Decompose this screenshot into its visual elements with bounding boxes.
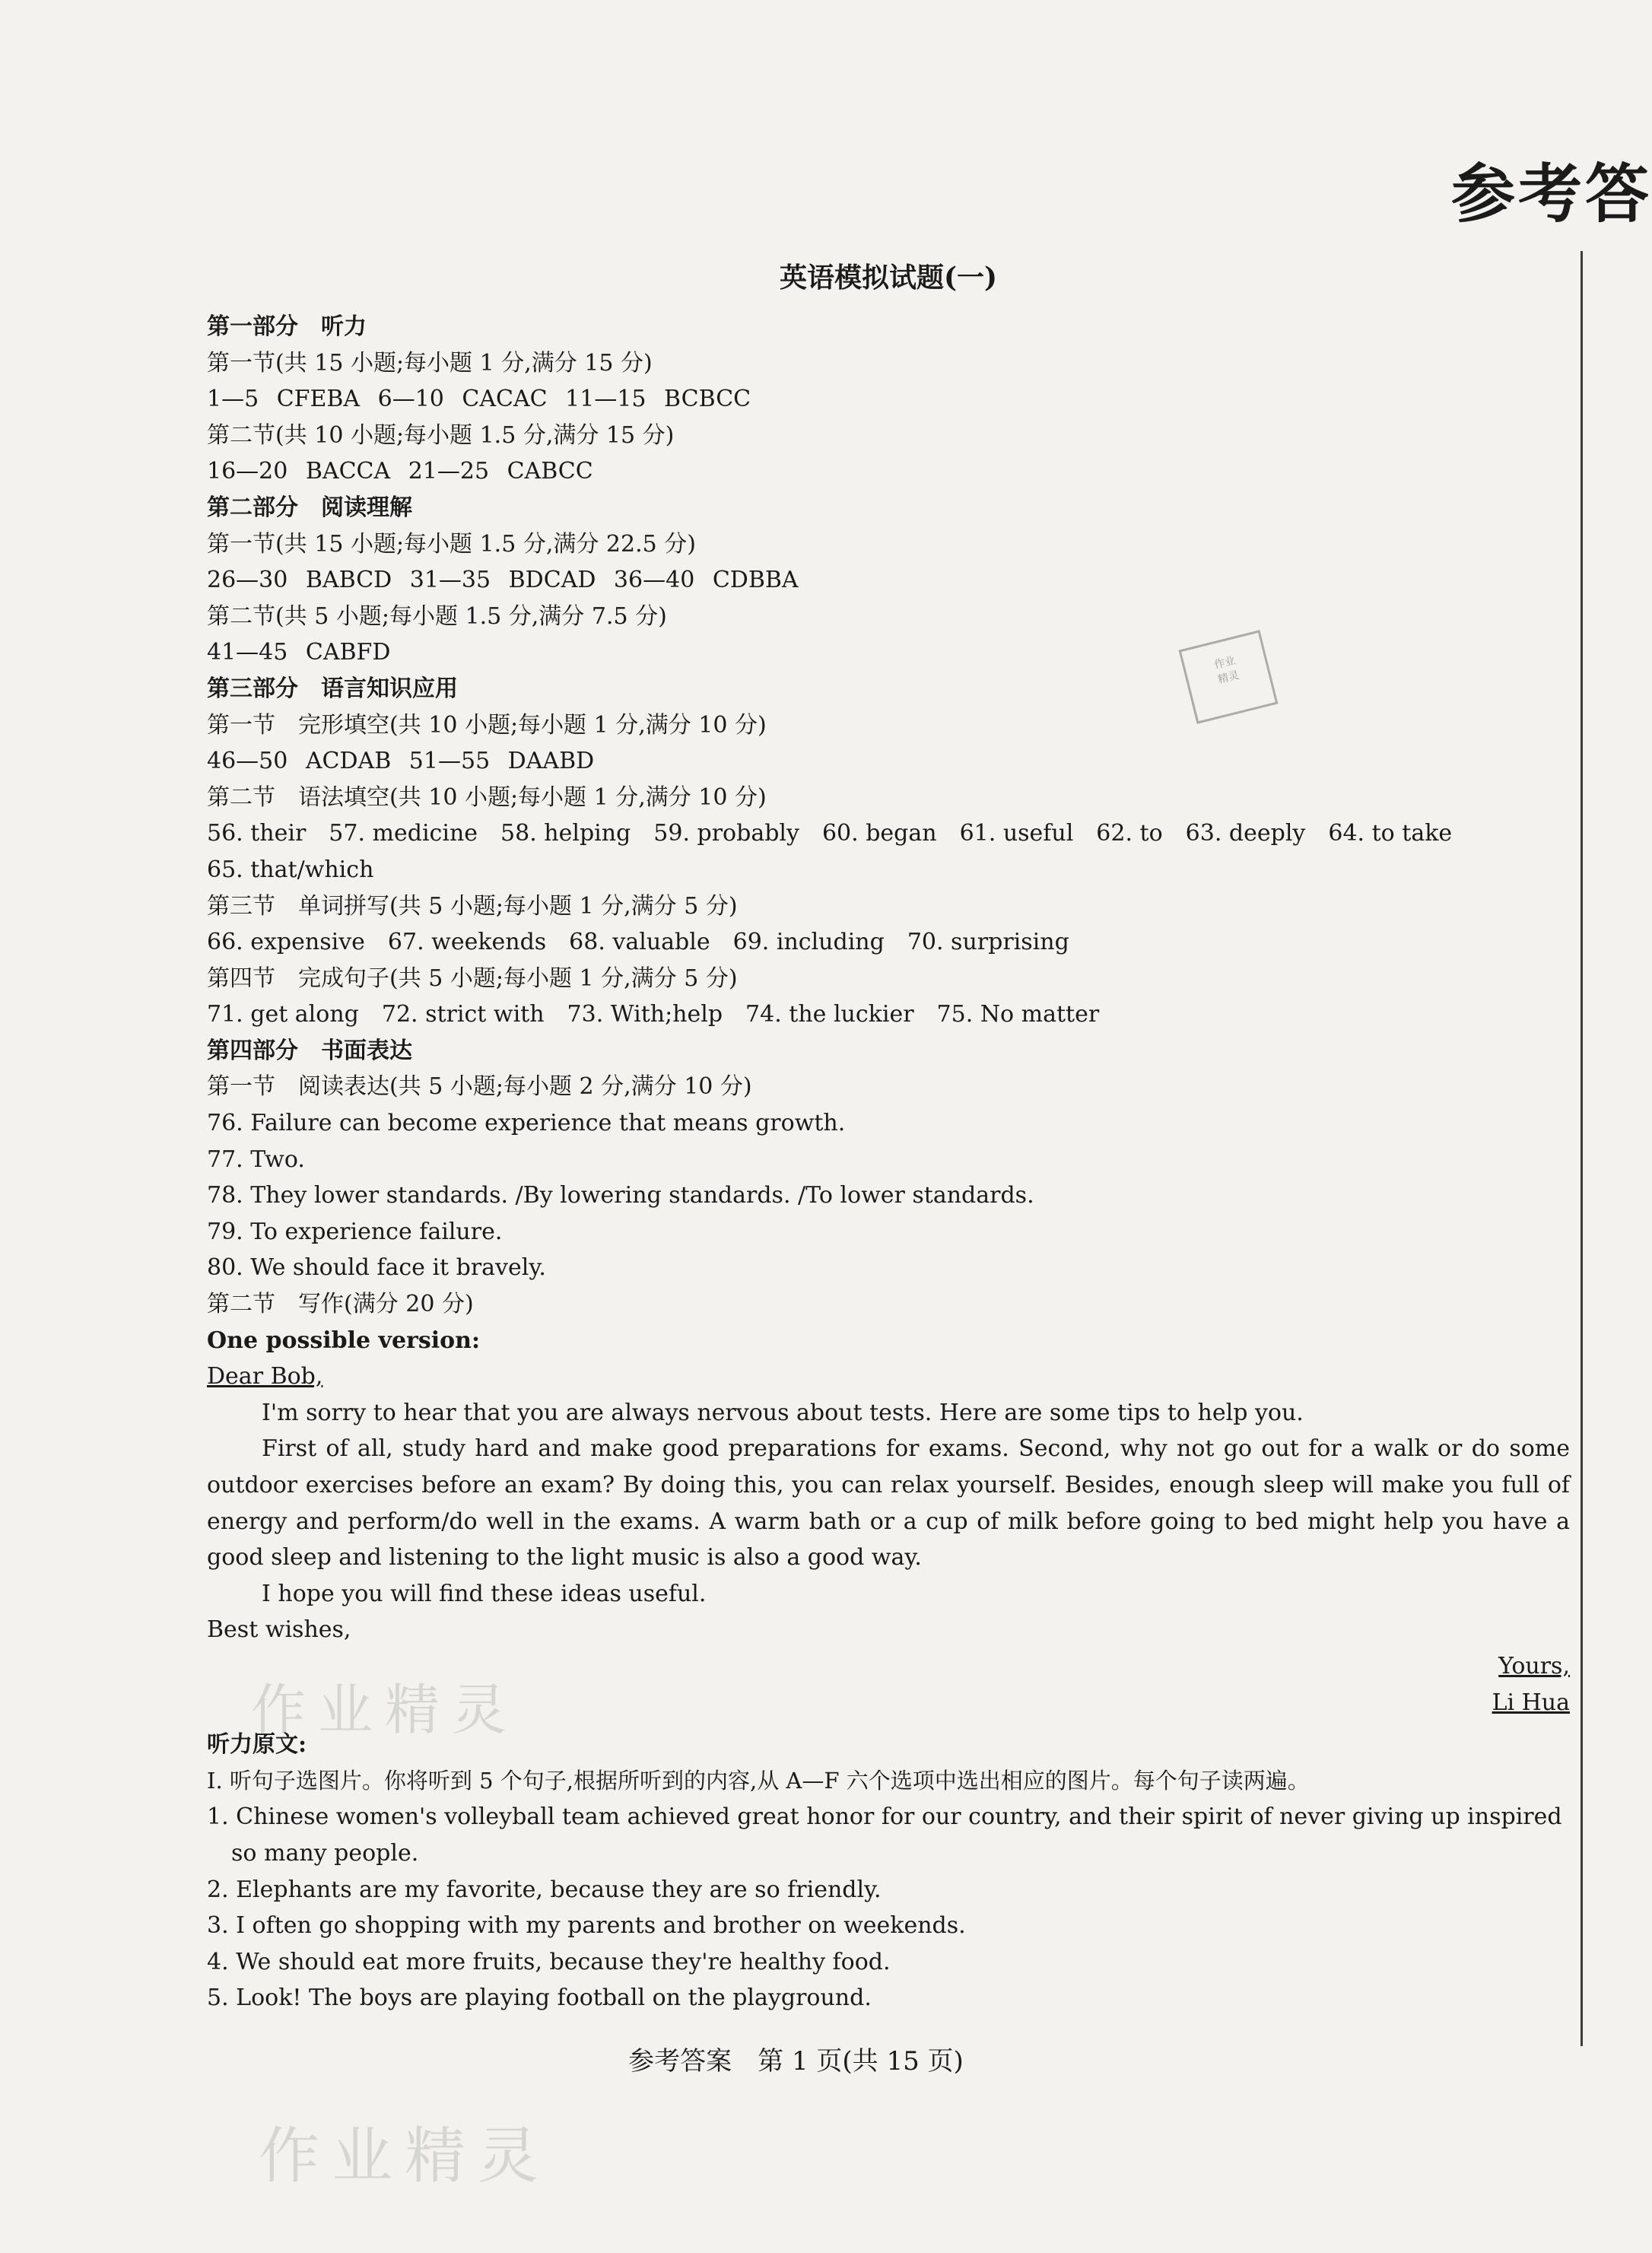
- listening-item-3: 3. I often go shopping with my parents and brother on weekends.: [207, 1912, 966, 1940]
- part1-sec2: 第二节(共 10 小题;每小题 1.5 分,满分 15 分): [207, 421, 675, 449]
- letter-paragraph-3: I hope you will find these ideas useful.: [262, 1580, 707, 1607]
- part3-sec1-answers: 46—50 ACDAB 51—55 DAABD: [207, 748, 595, 775]
- listening-item-4: 4. We should eat more fruits, because they're healthy food.: [207, 1948, 891, 1975]
- watermark-upper: 作业精灵: [251, 1678, 519, 1742]
- part2-heading: 第二部分 阅读理解: [207, 494, 412, 521]
- listening-heading: 听力原文:: [207, 1731, 307, 1759]
- answer-key-content: [207, 251, 1570, 2016]
- letter-sign-name-text: Li Hua: [1492, 1689, 1570, 1716]
- letter-greeting: Dear Bob,: [207, 1363, 323, 1390]
- part1-sec1-answers: 1—5 CFEBA 6—10 CACAC 11—15 BCBCC: [207, 386, 751, 413]
- letter-paragraph-2: First of all, study hard and make good preparations for exams. Second, why not go out for a walk or do some outdoor exercises before an exam? By doing this, you can relax yourself. Besides, enough sleep will make you full of energy and perform/do well in the exams. A warm bath or a cup of milk before going to bed might help you have a good sleep and listening to the light music is also a good way.: [207, 1435, 1570, 1571]
- part4-heading: 第四部分 书面表达: [207, 1037, 412, 1064]
- page-title: 英语模拟试题(一): [779, 262, 998, 294]
- part1-heading: 第一部分 听力: [207, 313, 367, 340]
- stamp-line-1: 作业: [1212, 654, 1237, 672]
- part4-answer-76: 76. Failure can become experience that means growth.: [207, 1110, 846, 1137]
- right-border-rule: [1581, 251, 1583, 2046]
- part3-sec2: 第二节 语法填空(共 10 小题;每小题 1 分,满分 10 分): [207, 783, 767, 811]
- letter-sign-yours-text: Yours,: [1498, 1652, 1570, 1679]
- part4-answer-78: 78. They lower standards. /By lowering standards. /To lower standards.: [207, 1182, 1034, 1209]
- part3-sec2-answers-line2: 65. that/which: [207, 856, 374, 883]
- letter-paragraph-1: I'm sorry to hear that you are always nervous about tests. Here are some tips to help you.: [262, 1399, 1304, 1426]
- version-label: One possible version:: [207, 1327, 481, 1354]
- letter-sign-yours: [207, 1648, 1570, 1685]
- part4-answer-80: 80. We should face it bravely.: [207, 1254, 546, 1282]
- stamp-line-2: 精灵: [1216, 669, 1241, 687]
- part4-sec2: 第二节 写作(满分 20 分): [207, 1291, 474, 1318]
- letter-closing: Best wishes,: [207, 1616, 351, 1644]
- part3-sec2-answers-line1: 56. their 57. medicine 58. helping 59. probably 60. began 61. useful 62. to 63. deeply 64. to take: [207, 820, 1453, 847]
- letter-sign-name: [207, 1685, 1570, 1721]
- part3-heading: 第三部分 语言知识应用: [207, 675, 458, 702]
- corner-title: 参考答: [1451, 156, 1652, 231]
- part1-sec1: 第一节(共 15 小题;每小题 1 分,满分 15 分): [207, 349, 653, 377]
- watermark-lower: 作业精灵: [259, 2121, 551, 2191]
- part2-sec1-answers: 26—30 BABCD 31—35 BDCAD 36—40 CDBBA: [207, 567, 799, 594]
- part2-sec2: 第二节(共 5 小题;每小题 1.5 分,满分 7.5 分): [207, 602, 667, 630]
- part3-sec4: 第四节 完成句子(共 5 小题;每小题 1 分,满分 5 分): [207, 964, 738, 992]
- part3-sec4-answers: 71. get along 72. strict with 73. With;help 74. the luckier 75. No matter: [207, 1001, 1100, 1028]
- part1-sec2-answers: 16—20 BACCA 21—25 CABCC: [207, 458, 593, 485]
- part2-sec2-answers: 41—45 CABFD: [207, 639, 391, 666]
- part3-sec1: 第一节 完形填空(共 10 小题;每小题 1 分,满分 10 分): [207, 711, 767, 739]
- listening-item-2: 2. Elephants are my favorite, because they are so friendly.: [207, 1876, 882, 1903]
- listening-item-1: 1. Chinese women's volleyball team achieved great honor for our country, and their spirit of never giving up inspired so many people.: [207, 1803, 1562, 1867]
- part4-sec1: 第一节 阅读表达(共 5 小题;每小题 2 分,满分 10 分): [207, 1073, 752, 1101]
- part2-sec1: 第一节(共 15 小题;每小题 1.5 分,满分 22.5 分): [207, 530, 696, 558]
- listening-intro: Ⅰ. 听句子选图片。你将听到 5 个句子,根据所听到的内容,从 A—F 六个选项中选出相应的图片。每个句子读两遍。: [207, 1767, 1310, 1794]
- part4-answer-79: 79. To experience failure.: [207, 1218, 503, 1245]
- listening-item-5: 5. Look! The boys are playing football on the playground.: [207, 1984, 872, 2012]
- part3-sec3-answers: 66. expensive 67. weekends 68. valuable 69. including 70. surprising: [207, 929, 1069, 956]
- page-footer: 参考答案 第 1 页(共 15 页): [628, 2046, 964, 2077]
- part4-answer-77: 77. Two.: [207, 1146, 305, 1173]
- part3-sec3: 第三节 单词拼写(共 5 小题;每小题 1 分,满分 5 分): [207, 892, 738, 920]
